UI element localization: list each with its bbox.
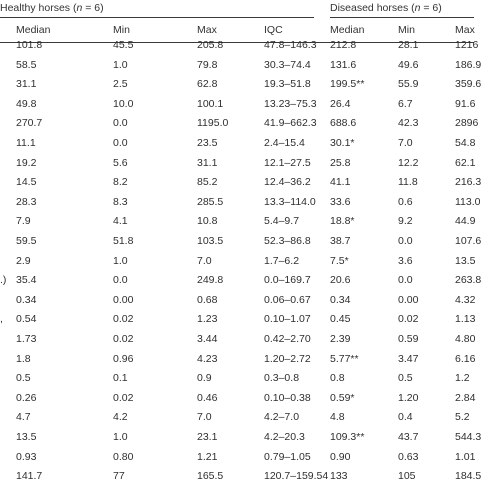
table-row [0, 465, 481, 487]
healthy-min-cell: 2.5 [113, 78, 128, 91]
healthy-median-cell: 1.8 [16, 352, 31, 365]
diseased-min-cell: 0.0 [398, 235, 413, 247]
healthy-min-cell: 0.02 [113, 391, 134, 404]
healthy-min-cell: 0.00 [113, 293, 134, 306]
diseased-median-cell: 41.1 [330, 176, 351, 189]
diseased-min-cell: 0.4 [398, 411, 413, 424]
diseased-min-cell: 1.20 [398, 391, 419, 404]
healthy-min-cell: 77 [113, 470, 125, 483]
healthy-max-cell: 23.1 [197, 431, 218, 443]
healthy-median-cell: 101.8 [16, 39, 43, 51]
diseased-median-cell: 25.8 [330, 156, 351, 169]
healthy-median-cell: 4.7 [16, 411, 31, 424]
diseased-max-cell: 2.84 [455, 391, 476, 404]
diseased-median-cell: 4.8 [330, 411, 345, 424]
healthy-min-cell: 8.3 [113, 195, 128, 208]
diseased-max-cell: 2896 [455, 117, 479, 130]
diseased-min-cell: 28.1 [398, 39, 419, 51]
healthy-median-cell: 2.9 [16, 254, 31, 267]
healthy-max-cell: 1.21 [197, 450, 218, 463]
healthy-iqc-cell: 1.20–2.72 [264, 352, 311, 365]
diseased-max-cell: 6.16 [455, 352, 476, 365]
healthy-iqc-cell: 13.23–75.3 [264, 97, 317, 110]
diseased-max-cell: 13.5 [455, 254, 476, 267]
healthy-max-cell: 85.2 [197, 176, 218, 189]
healthy-min-cell: 1.0 [113, 58, 128, 71]
diseased-min-cell: 6.7 [398, 97, 413, 110]
healthy-median-cell: 0.54 [16, 313, 37, 326]
healthy-max-cell: 0.9 [197, 372, 212, 385]
healthy-median-cell: 0.26 [16, 391, 37, 404]
diseased-max-cell: 113.0 [455, 195, 481, 208]
diseased-max-cell: 4.32 [455, 293, 476, 306]
healthy-median-header: Median [16, 24, 51, 36]
healthy-max-cell: 205.8 [197, 39, 224, 51]
healthy-iqc-cell: 12.1–27.5 [264, 156, 311, 169]
healthy-iqc-header: IQC [264, 24, 283, 36]
healthy-max-cell: 31.1 [197, 156, 218, 169]
diseased-min-cell: 3.6 [398, 254, 413, 267]
healthy-iqc-cell: 52.3–86.8 [264, 235, 311, 247]
healthy-min-cell: 0.80 [113, 450, 134, 463]
diseased-min-cell: 7.0 [398, 137, 413, 149]
healthy-iqc-cell: 0.10–0.38 [264, 391, 311, 404]
diseased-min-cell: 3.47 [398, 352, 419, 365]
diseased-median-cell: 20.6 [330, 274, 351, 287]
healthy-iqc-cell: 5.4–9.7 [264, 215, 300, 228]
diseased-max-cell: 5.2 [455, 411, 470, 424]
diseased-min-cell: 11.8 [398, 176, 418, 189]
diseased-max-cell: 107.6 [455, 235, 481, 247]
healthy-min-cell: 8.2 [113, 176, 128, 189]
healthy-group-label: Healthy horses ( [0, 2, 77, 14]
diseased-median-cell: 30.1* [330, 137, 355, 149]
healthy-iqc-cell: 1.7–6.2 [264, 254, 300, 267]
healthy-iqc-cell: 19.3–51.8 [264, 78, 311, 91]
diseased-min-cell: 0.0 [398, 274, 413, 287]
healthy-iqc-cell: 0.0–169.7 [264, 274, 311, 287]
healthy-iqc-cell: 47.8–146.3 [264, 39, 317, 51]
healthy-group-header [0, 2, 104, 14]
diseased-min-cell: 49.6 [398, 58, 419, 71]
diseased-min-cell: 0.59 [398, 333, 419, 345]
diseased-median-cell: 133 [330, 470, 348, 483]
diseased-min-cell: 105 [398, 470, 416, 483]
diseased-median-cell: 688.6 [330, 117, 357, 130]
healthy-group-n-value: = 6) [82, 2, 104, 14]
healthy-median-cell: 0.93 [16, 450, 37, 463]
healthy-median-cell: 141.7 [16, 470, 43, 483]
diseased-min-header: Min [398, 24, 415, 36]
diseased-max-cell: 62.1 [455, 156, 476, 169]
healthy-min-cell: 4.1 [113, 215, 128, 228]
healthy-median-cell: 31.1 [16, 78, 37, 91]
healthy-max-cell: 3.44 [197, 333, 218, 345]
healthy-min-cell: 45.5 [113, 39, 134, 51]
healthy-max-cell: 285.5 [197, 195, 224, 208]
healthy-median-cell: 0.5 [16, 372, 31, 385]
diseased-median-cell: 2.39 [330, 333, 351, 345]
diseased-group-n-symbol: n [414, 2, 421, 14]
diseased-group-label: Diseased horses ( [330, 2, 415, 14]
healthy-median-cell: 270.7 [16, 117, 43, 130]
healthy-median-cell: 49.8 [16, 97, 37, 110]
healthy-group-rule [0, 17, 314, 18]
healthy-max-cell: 1195.0 [197, 117, 229, 130]
healthy-max-cell: 0.46 [197, 391, 218, 404]
diseased-max-cell: 359.6 [455, 78, 481, 91]
diseased-median-cell: 131.6 [330, 58, 357, 71]
healthy-median-cell: 7.9 [16, 215, 31, 228]
healthy-min-cell: 10.0 [113, 97, 134, 110]
diseased-max-cell: 1.01 [455, 450, 476, 463]
healthy-iqc-cell: 41.9–662.3 [264, 117, 317, 130]
healthy-iqc-cell: 4.2–7.0 [264, 411, 300, 424]
diseased-max-cell: 1.13 [455, 313, 476, 326]
diseased-min-cell: 0.63 [398, 450, 419, 463]
diseased-median-cell: 0.45 [330, 313, 351, 326]
healthy-iqc-cell: 4.2–20.3 [264, 431, 305, 443]
diseased-group-rule [330, 17, 474, 18]
diseased-median-cell: 0.34 [330, 293, 351, 306]
healthy-max-cell: 7.0 [197, 254, 212, 267]
diseased-min-cell: 9.2 [398, 215, 413, 228]
healthy-median-cell: 58.5 [16, 58, 37, 71]
healthy-max-cell: 165.5 [197, 470, 224, 483]
diseased-median-cell: 18.8* [330, 215, 355, 228]
healthy-min-cell: 0.02 [113, 313, 134, 326]
healthy-max-cell: 7.0 [197, 411, 212, 424]
diseased-median-cell: 0.59* [330, 391, 355, 404]
diseased-max-cell: 263.8 [455, 274, 481, 287]
healthy-median-cell: 13.5 [16, 431, 37, 443]
healthy-median-cell: 14.5 [16, 176, 37, 189]
healthy-iqc-cell: 0.79–1.05 [264, 450, 311, 463]
healthy-median-cell: 1.73 [16, 333, 37, 345]
healthy-iqc-cell: 12.4–36.2 [264, 176, 311, 189]
healthy-min-cell: 0.0 [113, 117, 128, 130]
diseased-median-header: Median [330, 24, 365, 36]
diseased-median-cell: 0.90 [330, 450, 351, 463]
healthy-max-cell: 23.5 [197, 137, 218, 149]
healthy-iqc-cell: 120.7–159.54 [264, 470, 329, 483]
row-label-fragment: , [0, 313, 3, 326]
diseased-median-cell: 0.8 [330, 372, 345, 385]
healthy-min-cell: 0.96 [113, 352, 134, 365]
diseased-max-cell: 44.9 [455, 215, 476, 228]
diseased-max-cell: 186.9 [455, 58, 481, 71]
diseased-min-cell: 0.02 [398, 313, 419, 326]
diseased-median-cell: 212.8 [330, 39, 357, 51]
diseased-max-cell: 1.2 [455, 372, 470, 385]
diseased-median-cell: 26.4 [330, 97, 351, 110]
healthy-iqc-cell: 0.3–0.8 [264, 372, 300, 385]
diseased-min-cell: 12.2 [398, 156, 419, 169]
diseased-median-cell: 38.7 [330, 235, 351, 247]
healthy-max-cell: 62.8 [197, 78, 218, 91]
healthy-max-cell: 10.8 [197, 215, 218, 228]
diseased-min-cell: 0.00 [398, 293, 419, 306]
healthy-median-cell: 59.5 [16, 235, 37, 247]
diseased-max-header: Max [455, 24, 475, 36]
diseased-min-cell: 0.5 [398, 372, 413, 385]
healthy-max-cell: 79.8 [197, 58, 218, 71]
healthy-iqc-cell: 30.3–74.4 [264, 58, 311, 71]
diseased-max-cell: 216.3 [455, 176, 481, 189]
diseased-median-cell: 109.3** [330, 431, 365, 443]
healthy-min-cell: 0.0 [113, 137, 128, 149]
healthy-iqc-cell: 0.10–1.07 [264, 313, 311, 326]
diseased-min-cell: 55.9 [398, 78, 419, 91]
diseased-median-cell: 199.5** [330, 78, 365, 91]
healthy-min-cell: 0.02 [113, 333, 134, 345]
healthy-min-cell: 1.0 [113, 431, 128, 443]
healthy-max-cell: 4.23 [197, 352, 218, 365]
healthy-max-cell: 0.68 [197, 293, 218, 306]
diseased-min-cell: 43.7 [398, 431, 419, 443]
diseased-max-cell: 4.80 [455, 333, 476, 345]
healthy-median-cell: 19.2 [16, 156, 37, 169]
healthy-min-cell: 51.8 [113, 235, 134, 247]
diseased-max-cell: 184.5 [455, 470, 481, 483]
diseased-group-n-value: = 6) [420, 2, 442, 14]
healthy-max-header: Max [197, 24, 217, 36]
healthy-min-cell: 0.0 [113, 274, 128, 287]
healthy-median-cell: 35.4 [16, 274, 37, 287]
diseased-median-cell: 33.6 [330, 195, 351, 208]
healthy-min-cell: 1.0 [113, 254, 128, 267]
diseased-max-cell: 544.3 [455, 431, 481, 443]
healthy-group-n-symbol: n [76, 2, 83, 14]
healthy-median-cell: 28.3 [16, 195, 37, 208]
diseased-median-cell: 7.5* [330, 254, 349, 267]
healthy-min-header: Min [113, 24, 130, 36]
healthy-min-cell: 5.6 [113, 156, 128, 169]
diseased-median-cell: 5.77** [330, 352, 359, 365]
healthy-min-cell: 0.1 [113, 372, 128, 385]
healthy-median-cell: 11.1 [16, 137, 36, 149]
diseased-min-cell: 42.3 [398, 117, 419, 130]
healthy-max-cell: 103.5 [197, 235, 224, 247]
healthy-max-cell: 1.23 [197, 313, 218, 326]
diseased-min-cell: 0.6 [398, 195, 413, 208]
row-label-fragment: .) [0, 274, 7, 287]
healthy-max-cell: 249.8 [197, 274, 224, 287]
healthy-iqc-cell: 0.06–0.67 [264, 293, 311, 306]
diseased-max-cell: 91.6 [455, 97, 476, 110]
healthy-iqc-cell: 2.4–15.4 [264, 137, 305, 149]
healthy-min-cell: 4.2 [113, 411, 128, 424]
diseased-max-cell: 54.8 [455, 137, 476, 149]
healthy-median-cell: 0.34 [16, 293, 37, 306]
healthy-iqc-cell: 13.3–114.0 [264, 195, 316, 208]
healthy-iqc-cell: 0.42–2.70 [264, 333, 311, 345]
diseased-max-cell: 1216 [455, 39, 479, 51]
diseased-group-header [330, 2, 442, 14]
healthy-max-cell: 100.1 [197, 97, 224, 110]
